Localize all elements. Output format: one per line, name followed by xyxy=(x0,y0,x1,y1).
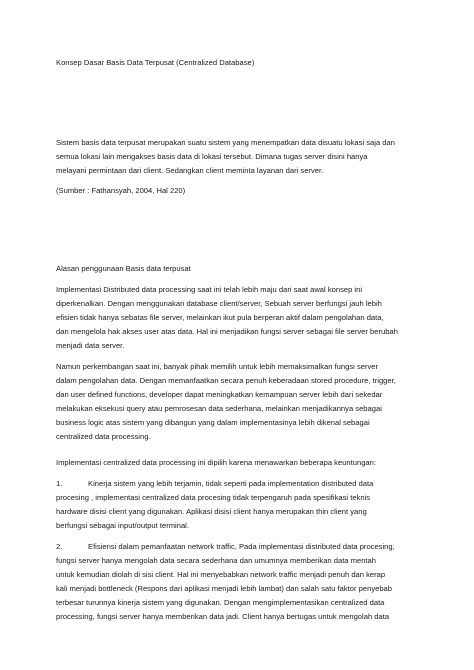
paragraph-3-line-6: centralized data processing. xyxy=(56,432,151,441)
list-item-2-line-5: terbesar turunnya kinerja sistem yang digunakan. Dengan mengimplementasikan centralized data xyxy=(56,598,385,607)
paragraph-2-line-3: efisien tidak hanya sebatas file server, melainkan ikut pula berperan aktif dalam pengolahan data, xyxy=(56,313,384,322)
list-item-1-line-4: berfungsi sebagai input/output terminal. xyxy=(56,521,189,530)
list-item-1-line-3: hardware disisi client yang digunakan. Aplikasi disisi client hanya merupakan thin client yang xyxy=(56,507,367,516)
paragraph-3-line-1: Namun perkembangan saat ini, banyak pihak memilih untuk lebih memaksimalkan fungsi server xyxy=(56,362,379,371)
list-item-2-line-6: processing, fungsi server hanya memberikan data jadi. Client hanya bertugas untuk mengolah data xyxy=(56,612,390,621)
paragraph-3-line-4: melakukan eksekusi query atau pemrosesan data sederhana, melainkan menjadikannya sebagai xyxy=(56,404,382,413)
paragraph-3-line-5: business logic atas sistem yang dibangun yang dalam implementasinya lebih dikenal sebagai xyxy=(56,418,370,427)
source-citation: (Sumber : Fathansyah, 2004, Hal 220) xyxy=(56,186,186,195)
document-title: Konsep Dasar Basis Data Terpusat (Centralized Database) xyxy=(56,58,255,67)
section-heading: Alasan penggunaan Basis data terpusat xyxy=(56,264,191,273)
list-item-2-number: 2. xyxy=(56,542,63,551)
paragraph-1-line-3: melayani permintaan dari client. Sedangkan client meminta layanan dari server. xyxy=(56,166,324,175)
list-item-1-number: 1. xyxy=(56,479,63,488)
paragraph-2-line-5: menjadi data server. xyxy=(56,341,125,350)
list-item-1-line-2: procesing , implementasi centralized data procesing tidak terpengaruh pada spesifikasi teknis xyxy=(56,493,371,502)
paragraph-3-line-2: dalam pengolahan data. Dengan memanfaatkan secara penuh keberadaan stored procedure, trigger, xyxy=(56,376,396,385)
list-item-2-line-2: fungsi server hanya mengolah data secara sederhana dan umumnya memberikan data mentah xyxy=(56,556,376,565)
list-item-2-line-1: Efisiensi dalam pemanfaatan network traffic, Pada implementasi distributed data procesing, xyxy=(88,542,395,551)
list-item-2-line-4: kali menjadi bottleneck (Respons dari aplikasi menjadi lebih lambat) dan salah satu faktor penyebab xyxy=(56,584,393,593)
paragraph-1-line-1: Sistem basis data terpusat merupakan suatu sistem yang menempatkan data disuatu lokasi saja dan xyxy=(56,138,395,147)
list-item-1-line-1: Kinerja sistem yang lebih terjamin, tidak seperti pada implementation distributed data xyxy=(88,479,374,488)
paragraph-2-line-2: diperkenalkan. Dengan menggunakan database client/server, Sebuah server berfungsi jauh lebih xyxy=(56,299,382,308)
paragraph-2-line-1: Implementasi Distributed data processing saat ini telah lebih maju dari saat awal konsep ini xyxy=(56,285,363,294)
paragraph-4: Implementasi centralized data processing ini dipilih karena menawarkan beberapa keuntungan: xyxy=(56,458,376,467)
paragraph-3-line-3: dan user defined functions, developer dapat meningkatkan kemampuan server lebih dari sekedar xyxy=(56,390,383,399)
paragraph-2-line-4: dan mengelola hak akses user atas data. Hal ini menjadikan fungsi server sebagai file server berubah xyxy=(56,327,398,336)
list-item-2-line-3: untuk kemudian diolah di sisi client. Hal ini menyebabkan network traffic menjadi penuh dan kerap xyxy=(56,570,386,579)
paragraph-1-line-2: semua lokasi lain mengakses basis data di lokasi tersebut. Dimana tugas server disini hanya xyxy=(56,152,368,161)
